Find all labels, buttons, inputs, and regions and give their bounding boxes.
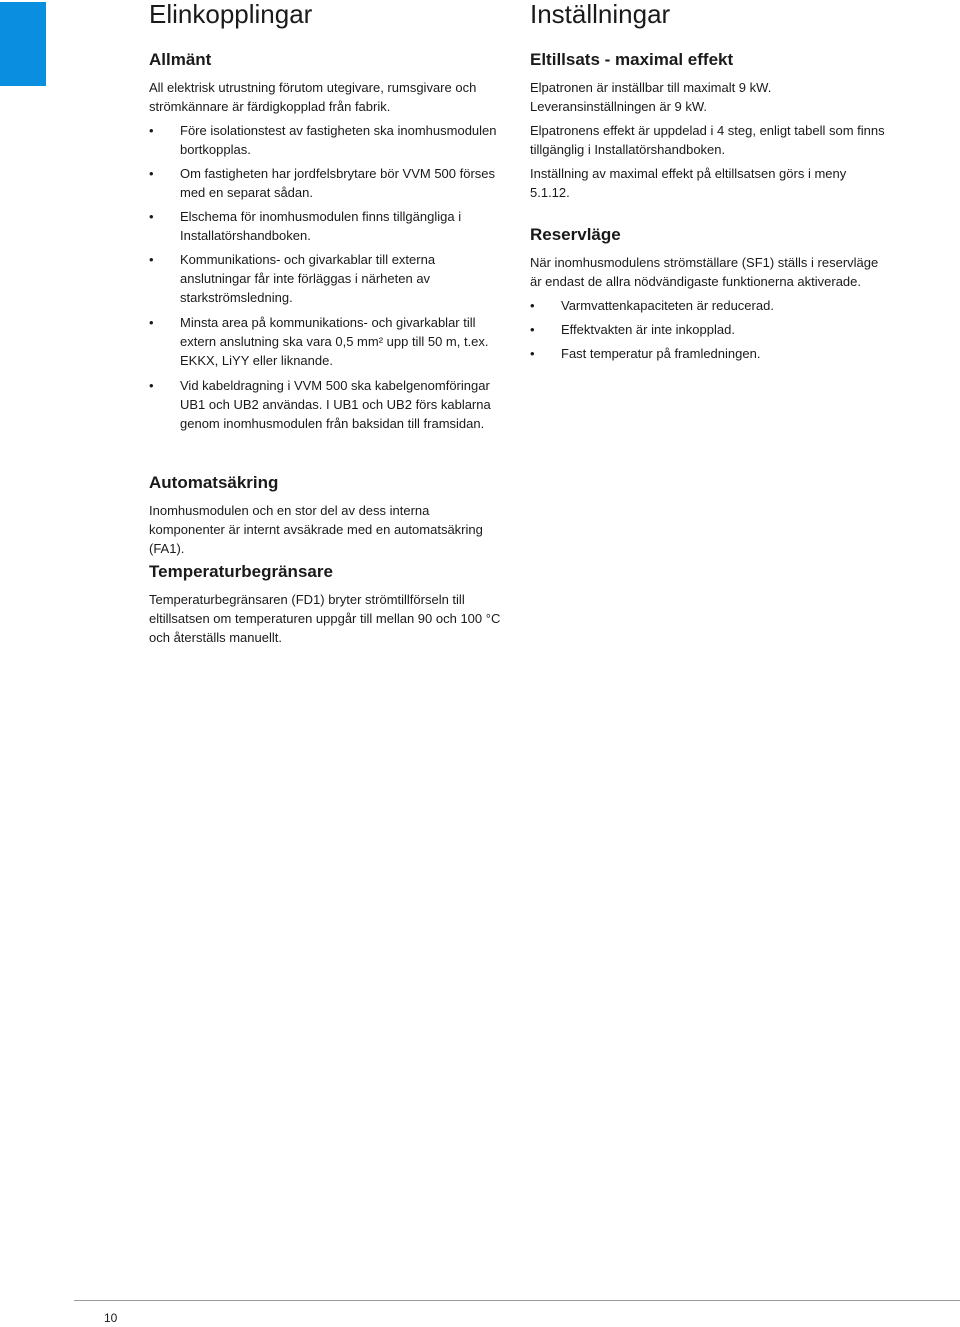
chapter-tab-marker	[0, 2, 46, 86]
list-item: • Elschema för inomhusmodulen finns tillgängliga i Installatörshandboken.	[180, 207, 498, 245]
list-item: • Minsta area på kommunikations- och givarkablar till extern anslutning ska vara 0,5 mm² upp till 50 m, t.ex. EKKX, LiYY eller liknande.	[180, 313, 498, 370]
heading-eltillsats: Eltillsats - maximal effekt	[530, 50, 734, 69]
heading-automatsakring: Automatsäkring	[149, 473, 279, 492]
list-item: • Vid kabeldragning i VVM 500 ska kabelgenomföringar UB1 och UB2 användas. I UB1 och UB2 förs kablarna genom inomhusmodulen från baksidan till framsidan.	[180, 376, 498, 433]
eltillsats-paragraph-2: Elpatronens effekt är uppdelad i 4 steg, enligt tabell som finns tillgänglig i Installatörshandboken.	[530, 123, 885, 157]
list-item: • Före isolationstest av fastigheten ska inomhusmodulen bortkopplas.	[180, 121, 498, 159]
footer-divider	[74, 1300, 960, 1301]
reservlage-text: När inomhusmodulens strömställare (SF1) ställs i reservläge är endast de allra nödvändigaste funktionerna aktiverade.	[530, 255, 879, 289]
eltillsats-paragraph-3: Inställning av maximal effekt på eltillsatsen görs i meny 5.1.12.	[530, 166, 847, 200]
section-title-installningar: Inställningar	[530, 0, 671, 29]
list-item: • Varmvattenkapaciteten är reducerad.	[561, 296, 881, 315]
automatsakring-text: Inomhusmodulen och en stor del av dess interna komponenter är internt avsäkrade med en automatsäkring (FA1).	[149, 503, 483, 556]
section-title-elinkopplingar: Elinkopplingar	[149, 0, 313, 29]
temperaturbegransare-text: Temperaturbegränsaren (FD1) bryter strömtillförseln till eltillsatsen om temperaturen uppgår till mellan 90 och 100 °C och återställs manuellt.	[149, 592, 501, 645]
list-item: • Fast temperatur på framledningen.	[561, 344, 881, 363]
heading-reservlage: Reservläge	[530, 225, 621, 244]
page-number: 10	[104, 1311, 118, 1325]
list-item: • Om fastigheten har jordfelsbrytare bör VVM 500 förses med en separat sådan.	[180, 164, 498, 202]
heading-allmant: Allmänt	[149, 50, 212, 69]
list-item: • Effektvakten är inte inkopplad.	[561, 320, 881, 339]
allmant-intro: All elektrisk utrustning förutom utegivare, rumsgivare och strömkännare är färdigkopplad från fabrik.	[149, 80, 477, 114]
heading-temperaturbegransare: Temperaturbegränsare	[149, 562, 333, 581]
eltillsats-paragraph-1: Elpatronen är inställbar till maximalt 9 kW. Leveransinställningen är 9 kW.	[530, 80, 772, 114]
list-item: • Kommunikations- och givarkablar till externa anslutningar får inte förläggas i närheten av starkströmsledning.	[180, 250, 498, 307]
